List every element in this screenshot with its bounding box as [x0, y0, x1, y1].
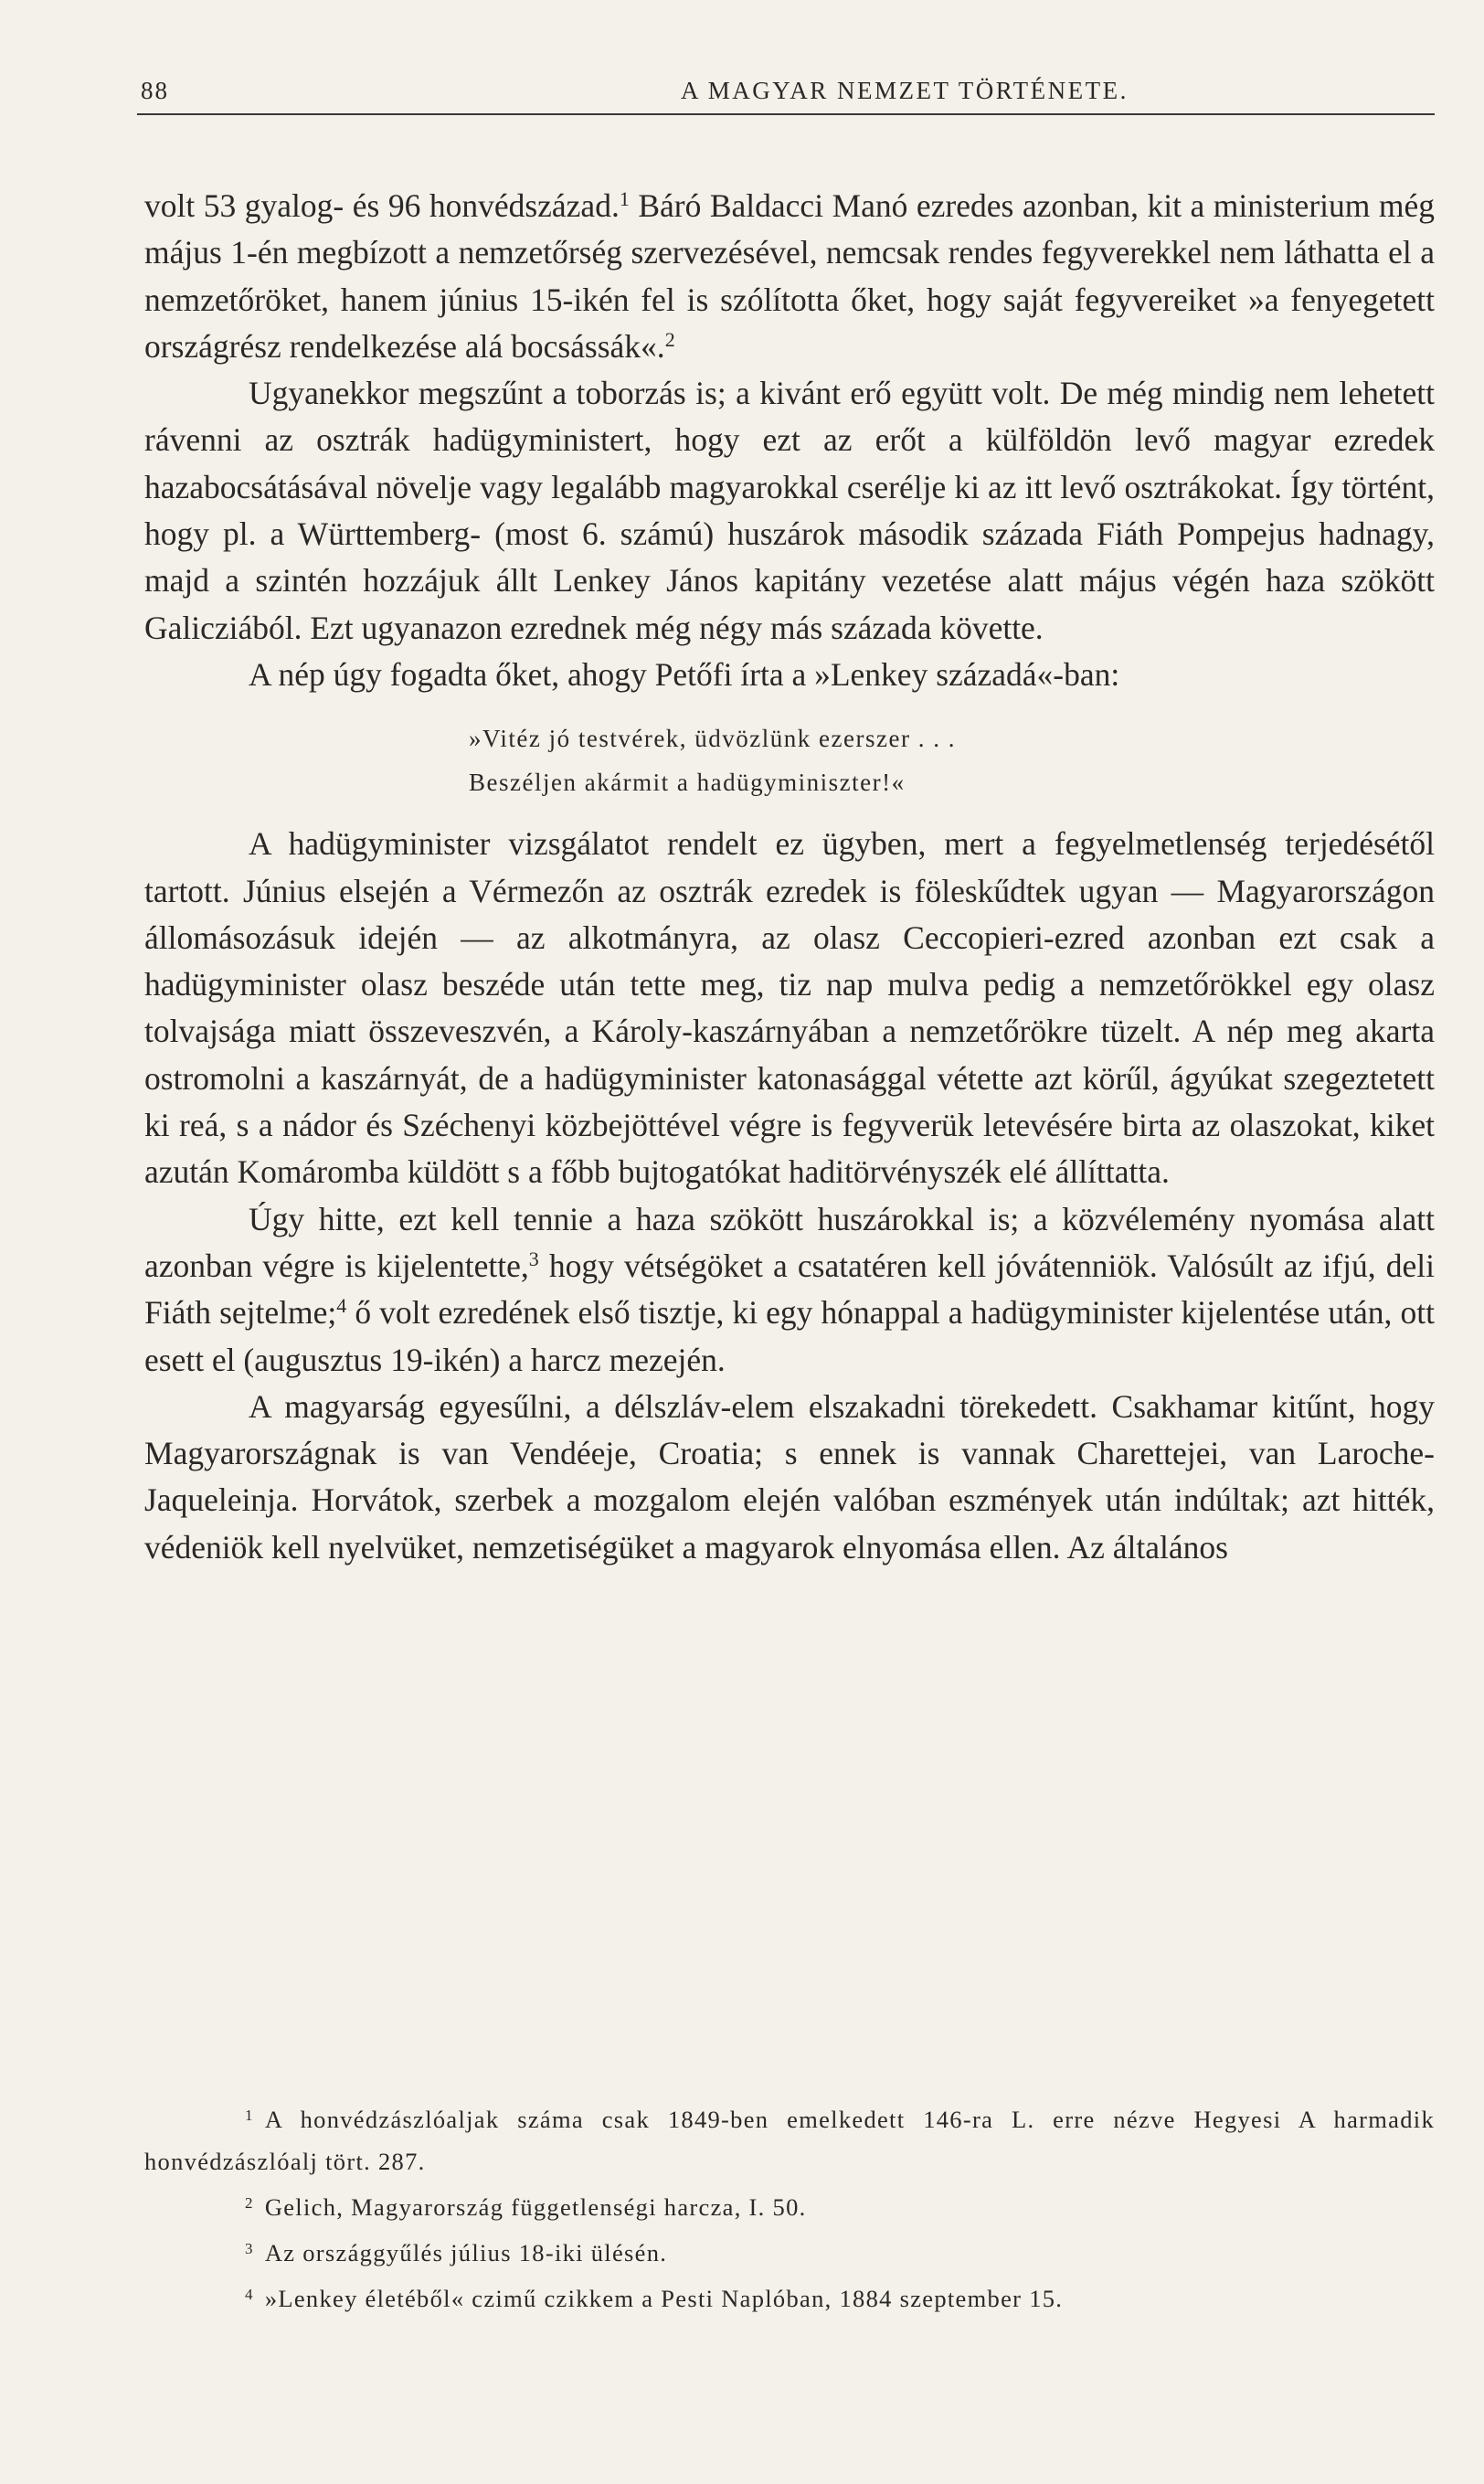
- page-header: [137, 71, 1435, 113]
- running-title: A MAGYAR NEMZET TÖRTÉNETE.: [681, 77, 1129, 104]
- footnote-ref-2: 2: [664, 327, 675, 351]
- footnote-1: $^1$ A honvédzászlóaljak száma csak 1849-ben emelkedett 146-ra L. erre nézve Hegyesi A harmadik honvédzászlóalj tört. 287.: [144, 2106, 1435, 2175]
- footnote-mark: 2: [245, 2194, 254, 2212]
- footnote-3: $^3$ Az országgyűlés július 18-iki ülésén.: [245, 2239, 668, 2266]
- footnote-4: $^4$ »Lenkey életéből« czimű czikkem a Pesti Naplóban, 1884 szeptember 15.: [245, 2285, 1064, 2312]
- footnote-mark: 4: [245, 2286, 254, 2303]
- paragraph-3: A nép úgy fogadta őket, ahogy Petőfi írta a »Lenkey századá«-ban:: [249, 655, 1120, 693]
- main-text: [144, 183, 1435, 1571]
- paragraph-6: A magyarság egyesűlni, a délszláv-elem elszakadni törekedett. Csakhamar kitűnt, hogy Magyarországnak is van Vendéeje, Croatia; s ennek is vannak Charettejei, van Laroche-Jaqueleinja. Horvátok, szerbek a mozgalom elején valóban eszmények után indúltak; azt hitték, védeniök kell nyelvüket, nemzetiségüket a magyarok elnyomása ellen. Az általános: [144, 1387, 1435, 1566]
- verse-quote: [144, 717, 1435, 804]
- verse-line-2: Beszéljen akármit a hadügyminiszter!«: [469, 769, 906, 797]
- footnote-ref-4: 4: [336, 1294, 347, 1318]
- verse-line-1: »Vitéz jó testvérek, üdvözlünk ezerszer . . .: [469, 725, 956, 753]
- footnote-ref-1: 1: [619, 187, 630, 210]
- footnote-mark: 1: [245, 2107, 254, 2124]
- paragraph-4: A hadügyminister vizsgálatot rendelt ez ügyben, mert a fegyelmetlenség terjedésétől tartott. Június elsején a Vérmezőn az osztrák ezredek is föleskűdtek ugyan — Magyarországon állomásozásuk idején — az alkotmányra, az olasz Ceccopieri-ezred azonban ezt csak a hadügyminister olasz beszéde után tette meg, tiz nap mulva pedig a nemzetőrökkel egy olasz tolvajsága miatt összeveszvén, a Károly-kaszárnyában a nemzetőrökre tüzelt. A nép meg akarta ostromolni a kaszárnyát, de a hadügyminister katonasággal vétette azt körűl, ágyúkat szegeztetett ki reá, s a nádor és Széchenyi közbejöttével végre is fegyverük letevésére birta az olaszokat, kiket azután Komáromba küldött s a főbb bujtogatókat haditörvényszék elé állíttatta.: [144, 825, 1435, 1191]
- header-rule: [137, 113, 1435, 115]
- page-number: 88: [141, 77, 169, 104]
- paragraph-2: Ugyanekkor megszűnt a toborzás is; a kivánt erő együtt volt. De még mindig nem lehetett rávenni az osztrák hadügyministert, hogy ezt az erőt a külföldön levő magyar ezredek hazabocsátásával növelje vagy legalább magyarokkal cserélje ki az itt levő osztrákokat. Így történt, hogy pl. a Württemberg- (most 6. számú) huszárok második százada Fiáth Pompejus hadnagy, majd a szintén hozzájuk állt Lenkey János kapitány vezetése alatt május végén haza szökött Galicziából. Ezt ugyanazon ezrednek még négy más százada követte.: [144, 375, 1435, 646]
- footnote-ref-3: 3: [528, 1247, 539, 1270]
- paragraph-5: Úgy hitte, ezt kell tennie a haza szökött huszárokkal is; a közvélemény nyomása alatt azonban végre is kijelentette,$^3$ hogy vétségöket a csatatéren kell jóvátenniök. Valósúlt az ifjú, deli Fiáth sejtelme;$^4$ ő volt ezredének első tisztje, ki egy hónappal a hadügyminister kijelentése után, ott esett el (augusztus 19-ikén) a harcz mezején.: [144, 1200, 1435, 1378]
- footnote-mark: 3: [245, 2240, 254, 2257]
- footnote-2: $^2$ Gelich, Magyarország függetlenségi harcza, I. 50.: [245, 2193, 807, 2221]
- paragraph-1: volt 53 gyalog- és 96 honvédszázad.$^1$ Báró Baldacci Manó ezredes azonban, kit a ministerium még május 1-én megbízott a nemzetőrség szervezésével, nemcsak rendes fegyverekkel nem láthatta el a nemzetőröket, hanem június 15-ikén fel is szólította őket, hogy saját fegyvereiket »a fenyegetett országrész rendelkezése alá bocsássák«.$^2$: [144, 187, 1436, 365]
- footnotes: [144, 2095, 1435, 2319]
